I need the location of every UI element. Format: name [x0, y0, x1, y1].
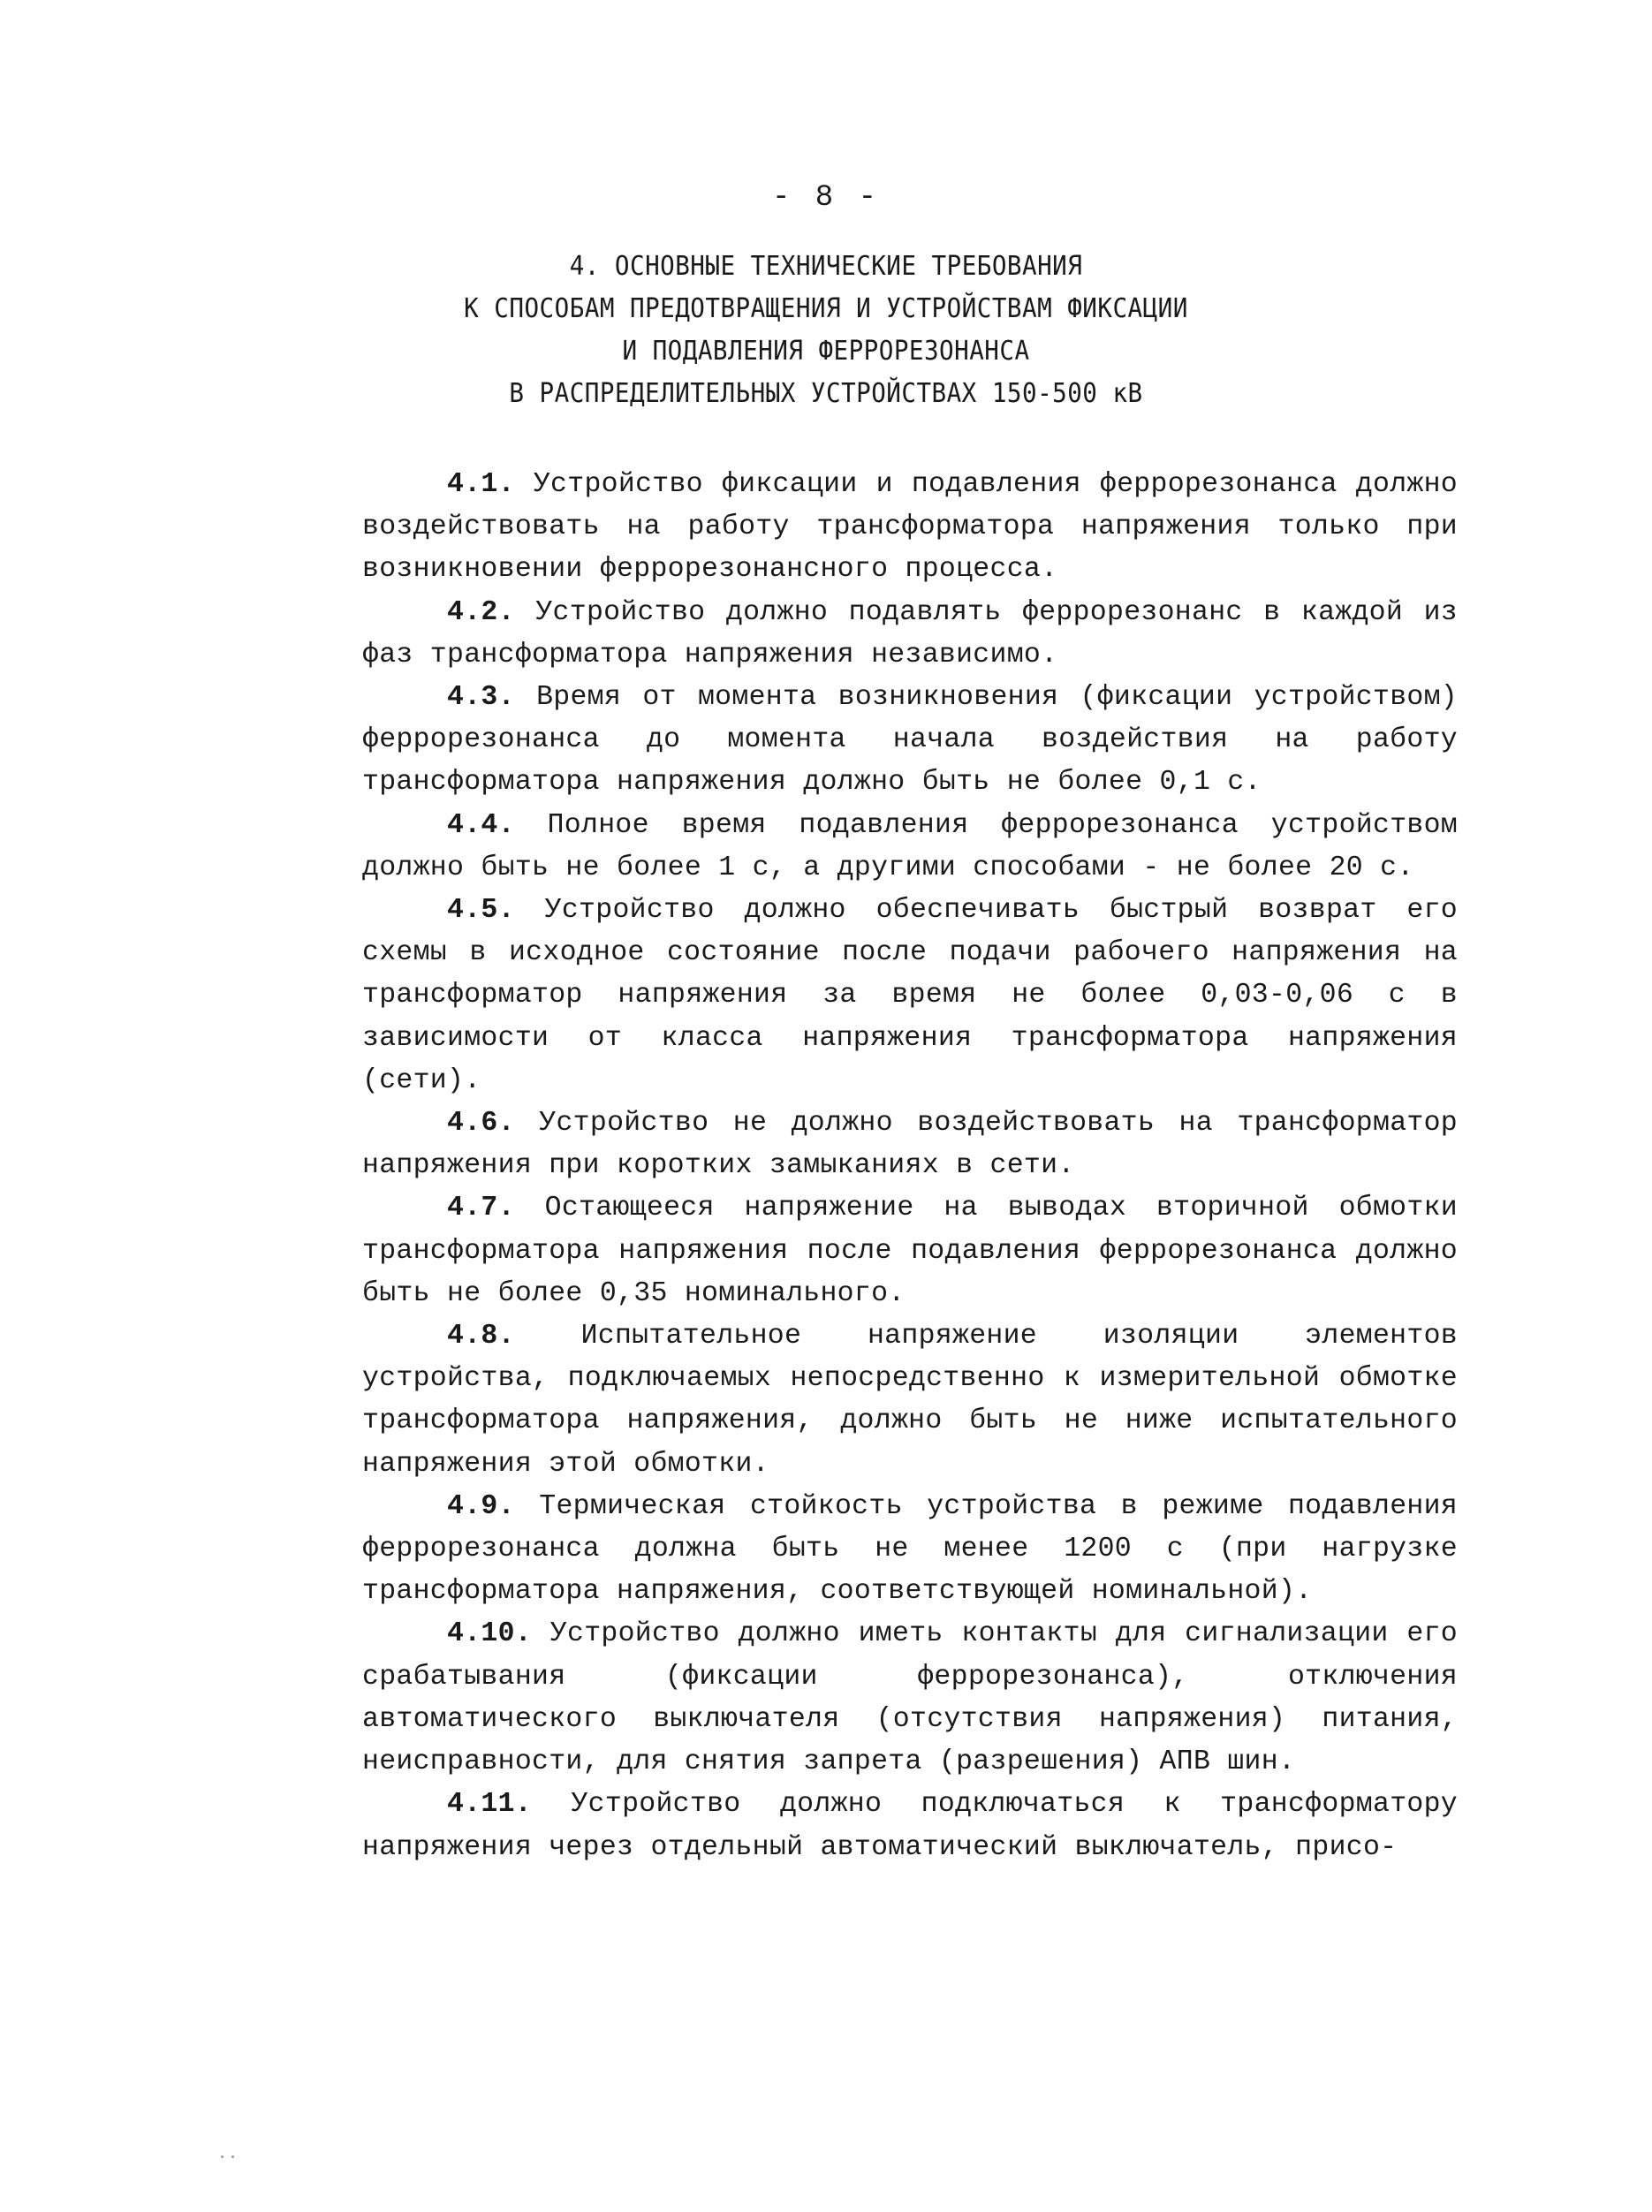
paragraph-number: 4.6.: [447, 1108, 515, 1140]
paragraph-number: 4.3.: [447, 682, 515, 714]
paragraph-4-10: [362, 1613, 1458, 1784]
paragraph-4-2: [362, 592, 1458, 677]
paragraph-text: Испытательное напряжение изоляции элементов устройства, подключаемых непосредственно к измерительной обмотке трансформатора напряжения, должно быть не ниже испытательного напряжения этой обмотки.: [362, 1321, 1458, 1480]
heading-line: В РАСПРЕДЕЛИТЕЛЬНЫХ УСТРОЙСТВАХ 150-500 кВ: [509, 378, 1143, 409]
paragraph-4-11: [362, 1784, 1458, 1868]
heading-line: 4. ОСНОВНЫЕ ТЕХНИЧЕСКИЕ ТРЕБОВАНИЯ: [569, 251, 1083, 282]
paragraph-number: 4.7.: [447, 1193, 515, 1224]
paragraph-4-9: [362, 1486, 1458, 1614]
section-heading: [66, 246, 1586, 415]
paragraph-4-1: [362, 464, 1458, 592]
section-body: [362, 464, 1458, 1869]
paragraph-number: 4.10.: [447, 1618, 533, 1650]
paragraph-text: Полное время подавления феррорезонанса устройством должно быть не более 1 с, а другими способами - не более 20 с.: [362, 809, 1459, 883]
paragraph-text: Устройство должно подавлять феррорезонанс в каждой из фаз трансформатора напряжения независимо.: [362, 596, 1459, 670]
paragraph-4-4: [362, 805, 1458, 890]
paragraph-text: Остающееся напряжение на выводах вторичной обмотки трансформатора напряжения после подавления феррорезонанса должно быть не более 0,35 номинального.: [362, 1193, 1458, 1309]
paragraph-4-6: [362, 1102, 1458, 1187]
paragraph-number: 4.11.: [447, 1789, 533, 1821]
paragraph-number: 4.4.: [447, 809, 515, 841]
paragraph-number: 4.1.: [447, 469, 515, 500]
paragraph-4-3: [362, 677, 1458, 805]
paragraph-text: Устройство должно подключаться к трансформатору напряжения через отдельный автоматический выключатель, присо-: [362, 1789, 1459, 1863]
paragraph-text: Устройство не должно воздействовать на трансформатор напряжения при коротких замыканиях в сети.: [362, 1108, 1459, 1182]
paragraph-text: Время от момента возникновения (фиксации устройством) феррорезонанса до момента начала воздействия на работу трансформатора напряжения должно быть не более 0,1 с.: [362, 682, 1459, 799]
page-number: - 8 -: [771, 181, 881, 215]
paragraph-number: 4.8.: [447, 1321, 515, 1352]
paragraph-4-5: [362, 890, 1458, 1102]
paragraph-text: Устройство фиксации и подавления феррорезонанса должно воздействовать на работу трансформатора напряжения только при возникновении феррорезонансного процесса.: [362, 469, 1459, 586]
heading-line: К СПОСОБАМ ПРЕДОТВРАЩЕНИЯ И УСТРОЙСТВАМ ФИКСАЦИИ: [464, 293, 1188, 324]
paragraph-number: 4.5.: [447, 895, 515, 927]
paragraph-number: 4.9.: [447, 1490, 515, 1522]
heading-line: И ПОДАВЛЕНИЯ ФЕРРОРЕЗОНАНСА: [622, 336, 1030, 367]
paragraph-4-8: [362, 1315, 1458, 1486]
paragraph-text: Термическая стойкость устройства в режиме подавления феррорезонанса должна быть не менее 1200 с (при нагрузке трансформатора напряжения, соответствующей номинальной).: [362, 1490, 1459, 1608]
paragraph-number: 4.2.: [447, 596, 515, 628]
scan-speck: [231, 2155, 234, 2158]
scan-speck: [221, 2155, 224, 2158]
paragraph-text: Устройство должно обеспечивать быстрый возврат его схемы в исходное состояние после подачи рабочего напряжения на трансформатор напряжения за время не более 0,03-0,06 с в зависимости от класса напряжения трансформатора напряжения (сети).: [362, 895, 1458, 1096]
paragraph-text: Устройство должно иметь контакты для сигнализации его срабатывания (фиксации феррорезонанса), отключения автоматического выключателя (отсутствия напряжения) питания, неисправности, для снятия запрета (разрешения) АПВ шин.: [362, 1618, 1459, 1778]
paragraph-4-7: [362, 1187, 1458, 1315]
